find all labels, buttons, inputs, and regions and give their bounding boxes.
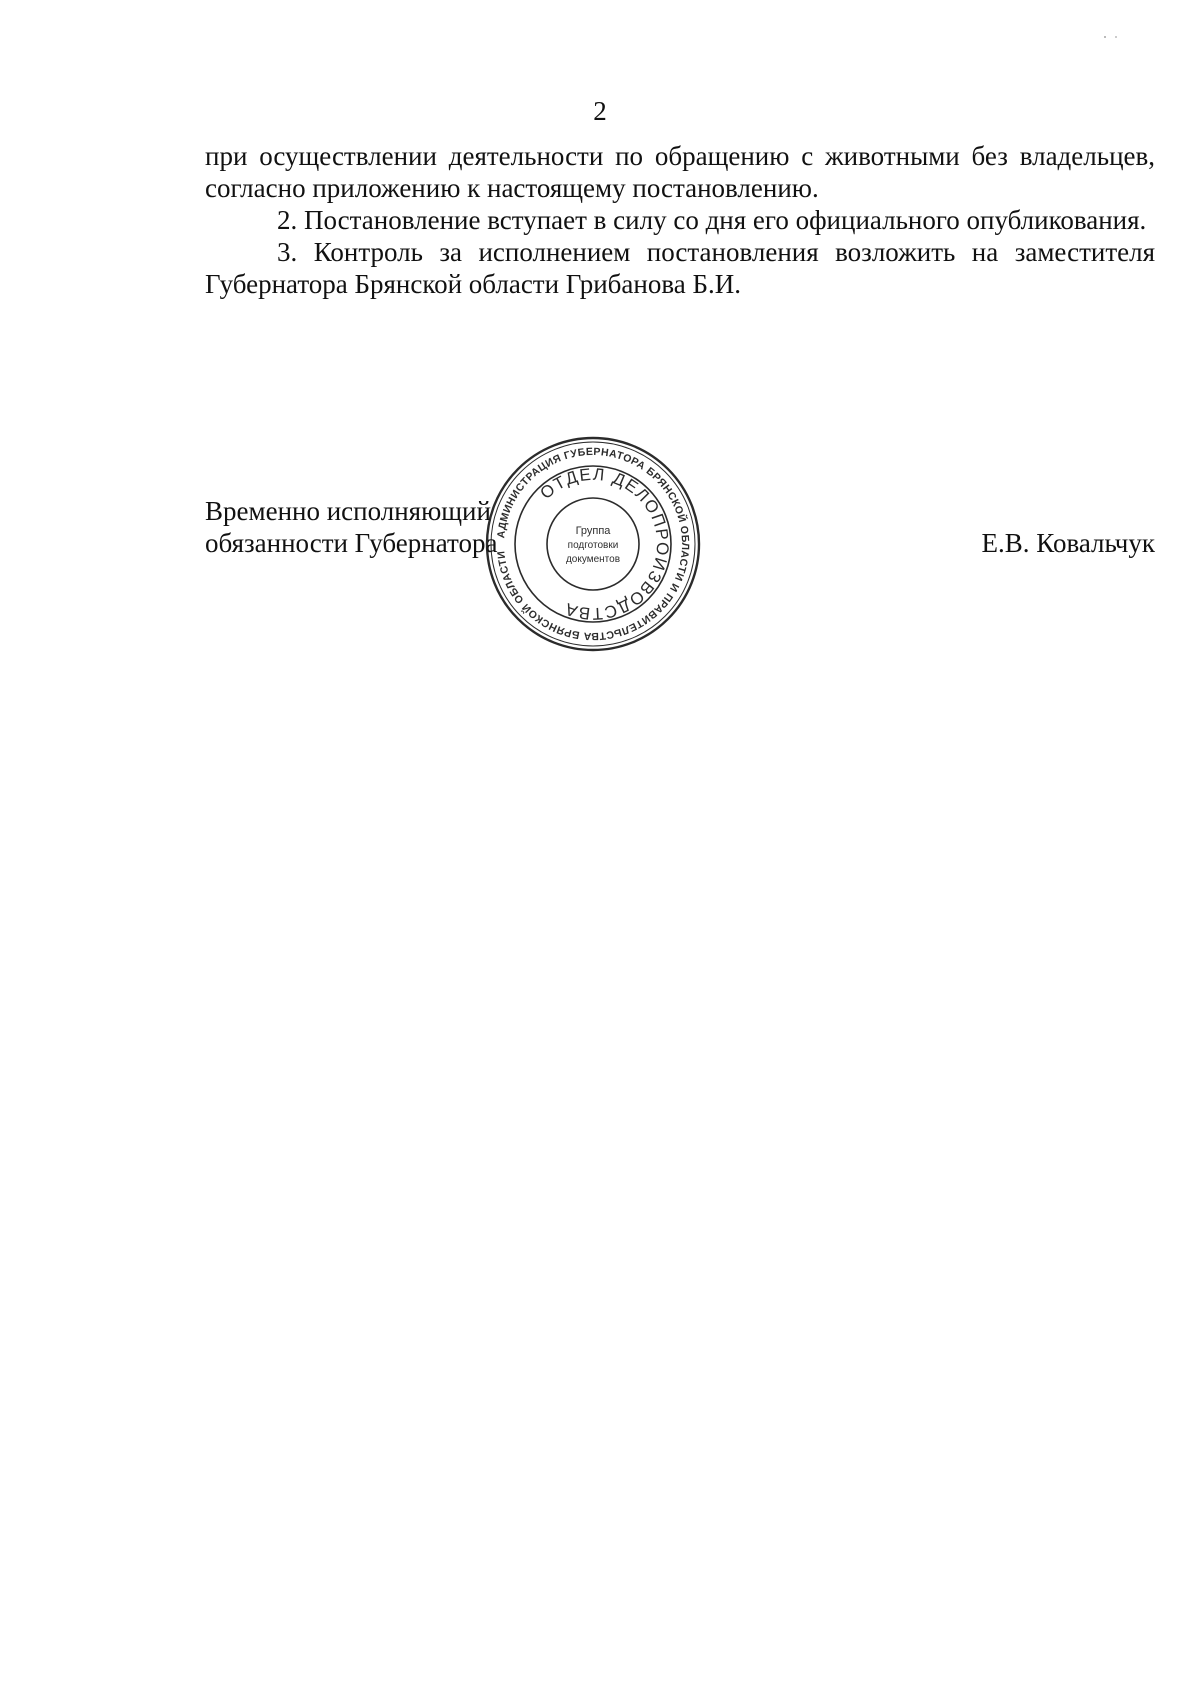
stamp-center-line-1: Группа <box>575 525 611 537</box>
stamp-outer-text-path: АДМИНИСТРАЦИЯ ГУБЕРНАТОРА БРЯНСКОЙ ОБЛАСТИ И ПРАВИТЕЛЬСТВА БРЯНСКОЙ ОБЛАСТИ <box>495 445 692 643</box>
scan-artifact <box>1104 36 1118 38</box>
signer-position-line-1: Временно исполняющий <box>205 496 491 526</box>
signer-position-line-2: обязанности Губернатора <box>205 528 498 558</box>
page-number: 2 <box>593 96 607 126</box>
paragraph-item-3: 3. Контроль за исполнением постановления возложить на заместителя Губернатора Брянской области Грибанова Б.И. <box>205 237 1155 299</box>
stamp-inner-text-path: ОТДЕЛ ДЕЛОПРОИЗВОДСТВА <box>536 464 673 624</box>
stamp-center-line-2: подготовки <box>567 540 619 551</box>
signer-name: Е.В. Ковальчук <box>981 528 1155 558</box>
scan-artifact-dot <box>1104 36 1106 38</box>
paragraph-continuation: при осуществлении деятельности по обращению с животными без владельцев, согласно приложению к настоящему постановлению. <box>205 141 1155 203</box>
paragraph-item-2: 2. Постановление вступает в силу со дня его официального опубликования. <box>277 205 1147 235</box>
signer-position <box>205 495 497 559</box>
scan-artifact-dot-2 <box>1115 36 1117 38</box>
official-stamp <box>483 434 703 654</box>
document-body <box>205 140 1155 300</box>
stamp-center-line-3: документов <box>565 554 621 565</box>
